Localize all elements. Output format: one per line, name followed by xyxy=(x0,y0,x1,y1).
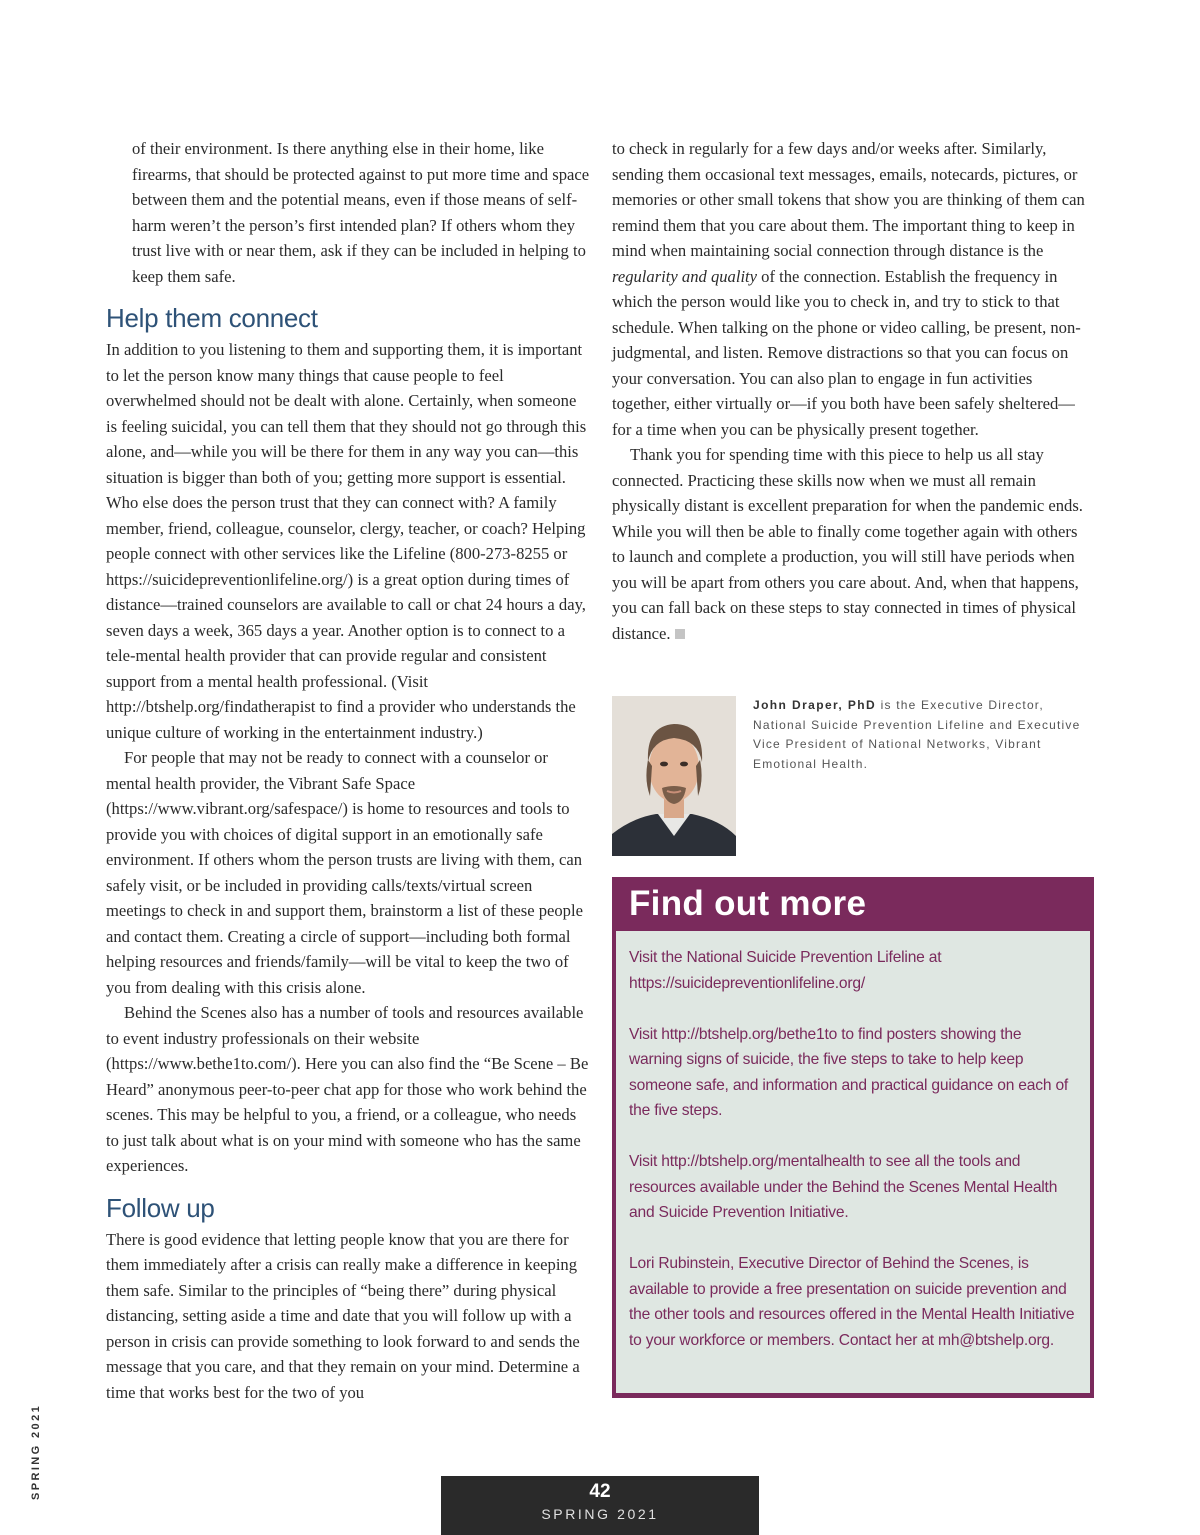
right-paragraph-1-start: to check in regularly for a few days and/or weeks after. Similarly, sending them occasional text messages, emails, notecards, pictures, or memories or other small tokens that show you are thinking of them can remind them that you care about them. The important thing to keep in mind when maintaining social connection through distance is the xyxy=(612,139,1085,260)
find-out-more-item: Lori Rubinstein, Executive Director of Behind the Scenes, is available to provide a free presentation on suicide prevention and the other tools and resources offered in the Mental Health Initiative to your workforce or members. Contact her at mh@btshelp.org. xyxy=(629,1255,1075,1349)
connect-paragraph-3: Behind the Scenes also has a number of tools and resources available to event industry professionals on their website (https://www.bethe1to.com/). Here you can also find the “Be Scene – Be Heard” anonymous peer-to-peer chat app for those who work behind the scenes. This may be helpful to you, a friend, or a colleague, who needs to just talk about what is on your mind with someone who has the same experiences. xyxy=(106,1003,589,1175)
page-number: 42 xyxy=(589,1481,611,1502)
footer-issue-season: SPRING 2021 xyxy=(541,1506,659,1522)
right-paragraph-2 xyxy=(612,442,1094,646)
right-paragraph-2-text: Thank you for spending time with this piece to help us all stay connected. Practicing these skills now when we must all remain physically distant is excellent preparation for when the pandemic ends. While you will then be able to finally come together again with others to launch and complete a production, you will still have periods when you will be apart from others you care about. And, when that happens, you can fall back on these steps to stay connected in times of physical distance. xyxy=(612,445,1083,643)
left-column xyxy=(106,136,590,1405)
connect-paragraph-1: In addition to you listening to them and supporting them, it is important to let the person know many things that cause people to feel overwhelmed should not be dealt with alone. Certainly, when someone is feeling suicidal, you can tell them that they should not go through this alone, and—while you will be there for them in any way you can—this situation is bigger than both of you; getting more support is essential. Who else does the person trust that they can connect with? A family member, friend, colleague, counselor, clergy, teacher, or coach? Helping people connect with other services like the Lifeline (800-273-8255 or https://suicidepreventionlifeline.org/) is a great option during times of distance—trained counselors are available to call or chat 24 hours a day, seven days a week, 365 days a year. Another option is to connect to a tele-mental health provider that can provide regular and consistent support from a mental health professional. (Visit http://btshelp.org/findatherapist to find a provider who understands the unique culture of working in the entertainment industry.) xyxy=(106,340,587,742)
right-column xyxy=(612,136,1094,646)
find-out-more-content xyxy=(616,931,1090,1393)
author-bio-text xyxy=(753,696,1095,774)
help-them-connect-heading: Help them connect xyxy=(106,303,318,333)
author-bio-description: is the Executive Director, National Suicide Prevention Lifeline and Executive Vice President of National Networks, Vibrant Emotional Health. xyxy=(753,698,1081,771)
author-photo xyxy=(612,696,736,856)
author-portrait-image xyxy=(612,696,736,856)
follow-up-heading: Follow up xyxy=(106,1192,215,1223)
right-paragraph-1-end: of the connection. Establish the frequency in which the person would like you to check in, and try to stick to that schedule. When talking on the phone or video calling, be present, non-judgmental, and listen. Remove distractions so that you can focus on your conversation. You can also plan to engage in fun activities together, either virtually or—if you both have been safely sheltered—for a time when you can be physically present together. xyxy=(612,266,1081,439)
regularity-emphasis: regularity and quality xyxy=(612,266,758,286)
page-footer xyxy=(441,1476,759,1535)
side-issue-label: SPRING 2021 xyxy=(30,1403,42,1500)
connect-paragraph-2: For people that may not be ready to connect with a counselor or mental health provider, the Vibrant Safe Space (https://www.vibrant.org/safespace/) is home to resources and tools to provide you with choices of digital support in an emotionally safe environment. If others whom the person trusts are living with them, can safely visit, or be included in providing calls/texts/virtual screen meetings to check in and support them, brainstorm a list of these people and contact them. Creating a circle of support—including both formal helping resources and friends/family—will be vital to keep the two of you from dealing with this crisis alone. xyxy=(106,748,583,997)
intro-block xyxy=(106,136,590,289)
find-out-more-title: Find out more xyxy=(629,884,867,923)
find-out-more-item: Visit the National Suicide Prevention Lifeline at https://suicidepreventionlifeline.org/ xyxy=(629,949,942,992)
find-out-more-box xyxy=(612,877,1094,1398)
author-bio xyxy=(612,696,1094,856)
find-out-more-item: Visit http://btshelp.org/bethe1to to find posters showing the warning signs of suicide, the five steps to take to help keep someone safe, and information and practical guidance on each of the five steps. xyxy=(629,1025,1069,1119)
author-name: John Draper, PhD xyxy=(753,698,877,712)
right-paragraph-1 xyxy=(612,136,1094,442)
intro-paragraph: of their environment. Is there anything else in their home, like firearms, that should be protected against to put more time and space between them and the potential means, even if those means of self-harm weren’t the person’s first intended plan? If others whom they trust live with or near them, ask if they can be included in helping to keep them safe. xyxy=(132,139,590,286)
follow-up-paragraph: There is good evidence that letting people know that you are there for them immediately after a crisis can really make a difference in keeping them safe. Similar to the principles of “being there” during physical distancing, setting aside a time and date that you will follow up with a person in crisis can provide something to look forward to and sends the message that you care, and that they remain on your mind. Determine a time that works best for the two of you xyxy=(106,1229,580,1402)
end-of-article-square-icon xyxy=(675,629,685,639)
find-out-more-item: Visit http://btshelp.org/mentalhealth to see all the tools and resources available under the Behind the Scenes Mental Health and Suicide Prevention Initiative. xyxy=(629,1153,1058,1221)
